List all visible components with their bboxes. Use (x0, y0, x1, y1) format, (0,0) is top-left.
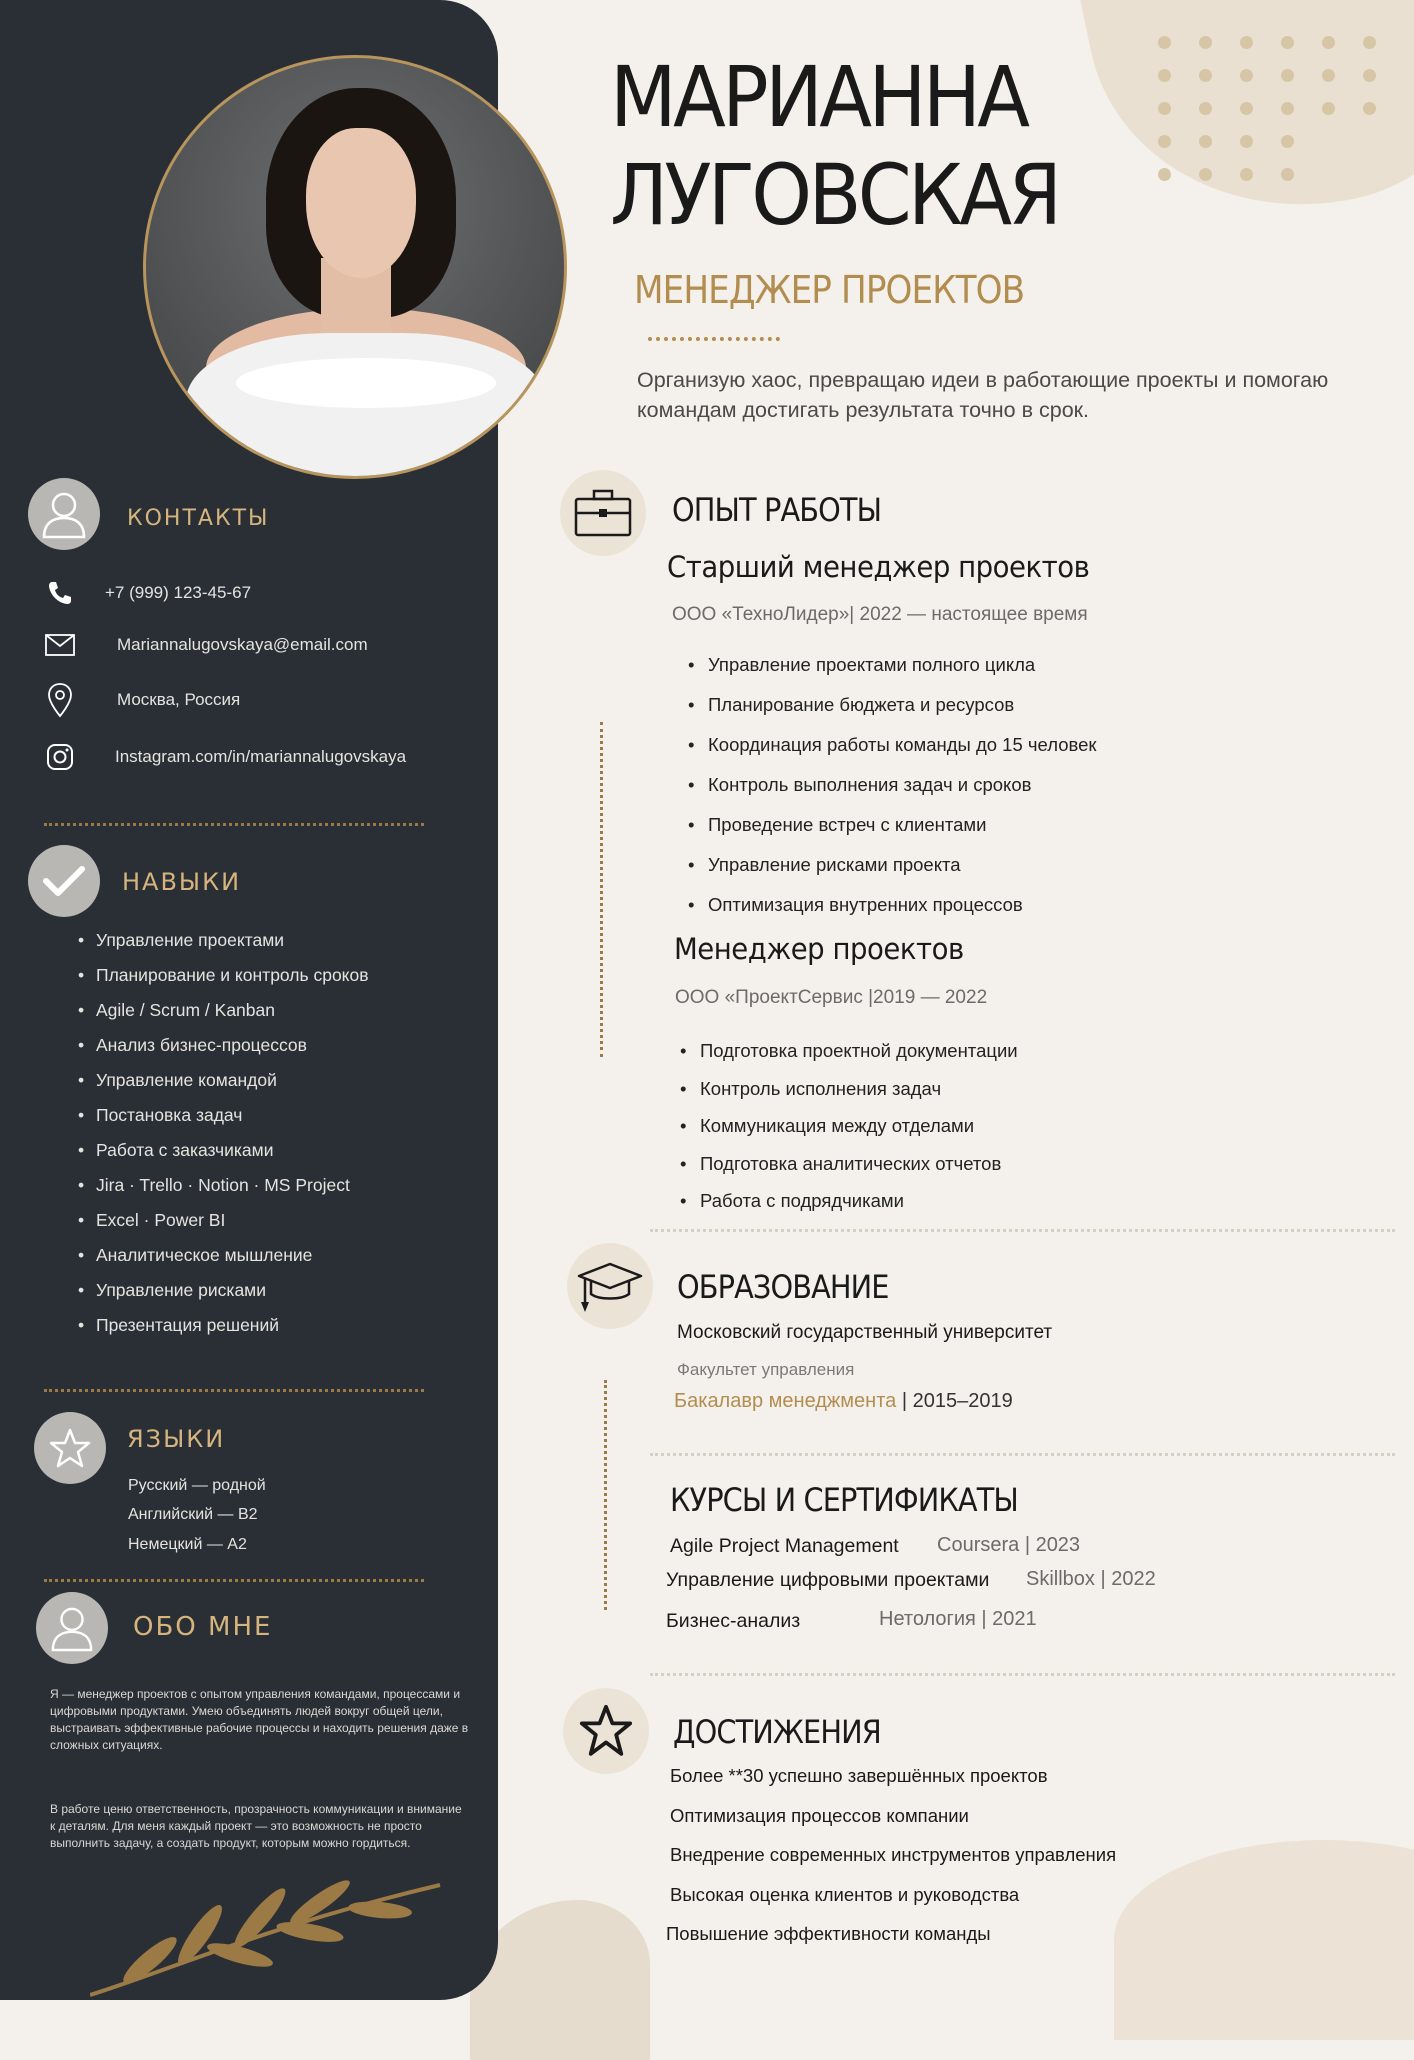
divider (648, 337, 780, 341)
about-title: ОБО МНЕ (133, 1612, 273, 1642)
achievements-title: ДОСТИЖЕНИЯ (673, 1713, 881, 1751)
background-shape (1114, 1840, 1414, 2040)
course-name: Agile Project Management (670, 1535, 899, 1557)
list-item: • Работа с подрядчиками (680, 1182, 1018, 1220)
dot (1281, 69, 1294, 82)
list-item: • Управление рисками (78, 1273, 369, 1308)
list-item: • Управление проектами полного цикла (688, 645, 1097, 685)
list-item: • Контроль исполнения задач (680, 1070, 1018, 1108)
dot (1363, 69, 1376, 82)
dot (1158, 36, 1171, 49)
location-text: Москва, Россия (117, 690, 241, 709)
dot (1240, 168, 1253, 181)
envelope-icon (45, 630, 75, 660)
dot (1322, 69, 1335, 82)
course-meta: Coursera | 2023 (937, 1534, 1081, 1556)
list-item: • Оптимизация внутренних процессов (688, 885, 1097, 925)
tagline: Организую хаос, превращаю идеи в работающие проекты и помогаю командам достигать результата точно в срок. (637, 368, 1329, 422)
phone-text[interactable]: +7 (999) 123-45-67 (105, 583, 252, 602)
about-paragraph: В работе ценю ответственность, прозрачность коммуникации и внимание к деталям. Для меня каждый проект — это возможность не просто выполнить задачу, а создать продукт, которым можно гордиться. (50, 1802, 462, 1850)
course-meta: Нетология | 2021 (879, 1608, 1037, 1630)
list-item: • Проведение встреч с клиентами (688, 805, 1097, 845)
graduation-cap-icon (567, 1243, 653, 1329)
dot (1281, 36, 1294, 49)
instagram-row (45, 742, 406, 772)
check-icon (28, 845, 100, 917)
dot (1281, 168, 1294, 181)
list-item: • Презентация решений (78, 1308, 369, 1343)
list-item: • Agile / Scrum / Kanban (78, 993, 369, 1028)
course-meta: Skillbox | 2022 (1026, 1568, 1156, 1590)
language-item: Английский — B2 (128, 1506, 258, 1523)
faculty: Факультет управления (677, 1360, 855, 1379)
dot (1158, 102, 1171, 115)
job-meta: ООО «ПроектСервис |2019 — 2022 (675, 987, 988, 1008)
leaf-decoration (90, 1870, 450, 2000)
location-pin-icon (45, 685, 75, 715)
dot (1363, 102, 1376, 115)
divider (44, 823, 424, 826)
course-name: Бизнес-анализ (666, 1610, 801, 1632)
person-icon (36, 1592, 108, 1664)
divider (650, 1229, 1395, 1232)
instagram-text[interactable]: Instagram.com/in/mariannalugovskaya (115, 747, 407, 766)
dot (1240, 102, 1253, 115)
skills-list (78, 923, 369, 1343)
list-item: • Управление рисками проекта (688, 845, 1097, 885)
list-item: • Координация работы команды до 15 человек (688, 725, 1097, 765)
dot (1363, 36, 1376, 49)
dot (1240, 69, 1253, 82)
last-name: ЛУГОВСКАЯ (610, 146, 1059, 244)
course-name: Управление цифровыми проектами (666, 1569, 990, 1591)
list-item: • Планирование бюджета и ресурсов (688, 685, 1097, 725)
list-item: • Excel · Power BI (78, 1203, 369, 1238)
list-item: • Коммуникация между отделами (680, 1107, 1018, 1145)
list-item: • Подготовка проектной документации (680, 1032, 1018, 1070)
divider (650, 1453, 1395, 1456)
timeline-line (604, 1380, 607, 1610)
dot (1281, 102, 1294, 115)
job-meta: ООО «ТехноЛидер»| 2022 — настоящее время (672, 604, 1088, 625)
experience-title: ОПЫТ РАБОТЫ (672, 491, 882, 529)
dot-pattern (1158, 36, 1378, 206)
dot (1158, 168, 1171, 181)
about-paragraph: Я — менеджер проектов с опытом управления командами, процессами и цифровыми продуктами. Умею объединять людей вокруг общей цели, выстраивать эффективные рабочие процессы и находить решения даже в сложных ситуациях. (50, 1687, 469, 1752)
list-item: • Работа с заказчиками (78, 1133, 369, 1168)
divider (44, 1579, 424, 1582)
dot (1158, 69, 1171, 82)
list-item: • Управление проектами (78, 923, 369, 958)
divider (44, 1389, 424, 1392)
education-title: ОБРАЗОВАНИЕ (677, 1268, 889, 1306)
list-item: • Аналитическое мышление (78, 1238, 369, 1273)
star-icon (34, 1412, 106, 1484)
list-item: • Контроль выполнения задач и сроков (688, 765, 1097, 805)
profile-photo (143, 55, 567, 479)
language-item: Немецкий — A2 (128, 1536, 247, 1553)
achievement-item: Высокая оценка клиентов и руководства (670, 1884, 1020, 1905)
list-item: • Планирование и контроль сроков (78, 958, 369, 993)
email-text[interactable]: Mariannalugovskaya@email.com (117, 635, 368, 654)
list-item: • Jira · Trello · Notion · MS Project (78, 1168, 369, 1203)
achievement-item: Оптимизация процессов компании (670, 1805, 969, 1826)
dot (1322, 102, 1335, 115)
email-row (45, 630, 368, 660)
courses-title: КУРСЫ И СЕРТИФИКАТЫ (670, 1481, 1018, 1519)
achievement-item: Внедрение современных инструментов управления (670, 1844, 1117, 1865)
contacts-title: КОНТАКТЫ (127, 506, 270, 531)
university: Московский государственный университет (677, 1322, 1053, 1343)
degree-line (674, 1390, 1013, 1413)
dot (1158, 135, 1171, 148)
list-item: • Управление командой (78, 1063, 369, 1098)
dot (1199, 102, 1212, 115)
sidebar (0, 0, 498, 2000)
dot (1199, 69, 1212, 82)
language-item: Русский — родной (128, 1477, 266, 1494)
first-name: МАРИАННА (610, 48, 1027, 146)
job-title: Старший менеджер проектов (667, 550, 1090, 584)
star-icon (563, 1688, 649, 1774)
instagram-icon (45, 742, 75, 772)
job-duties-list (680, 1032, 1018, 1220)
degree: Бакалавр менеджмента (674, 1390, 897, 1412)
job-title: Менеджер проектов (674, 932, 964, 966)
list-item: • Подготовка аналитических отчетов (680, 1145, 1018, 1183)
location-row (45, 685, 240, 715)
divider (650, 1673, 1395, 1676)
languages-title: ЯЗЫКИ (127, 1425, 226, 1453)
achievement-item: Повышение эффективности команды (666, 1923, 991, 1944)
dot (1199, 135, 1212, 148)
phone-row (45, 578, 251, 608)
list-item: • Постановка задач (78, 1098, 369, 1133)
skills-title: НАВЫКИ (122, 868, 242, 896)
job-duties-list (688, 645, 1097, 925)
dot (1199, 36, 1212, 49)
achievement-item: Более **30 успешно завершённых проектов (670, 1765, 1048, 1786)
briefcase-icon (560, 470, 646, 556)
job-role: МЕНЕДЖЕР ПРОЕКТОВ (634, 268, 1025, 312)
dot (1322, 36, 1335, 49)
list-item: • Анализ бизнес-процессов (78, 1028, 369, 1063)
dot (1281, 135, 1294, 148)
dot (1199, 168, 1212, 181)
dot (1240, 135, 1253, 148)
phone-icon (45, 578, 75, 608)
timeline-line (600, 722, 603, 1057)
years: | 2015–2019 (901, 1390, 1013, 1412)
person-icon (28, 478, 100, 550)
dot (1240, 36, 1253, 49)
